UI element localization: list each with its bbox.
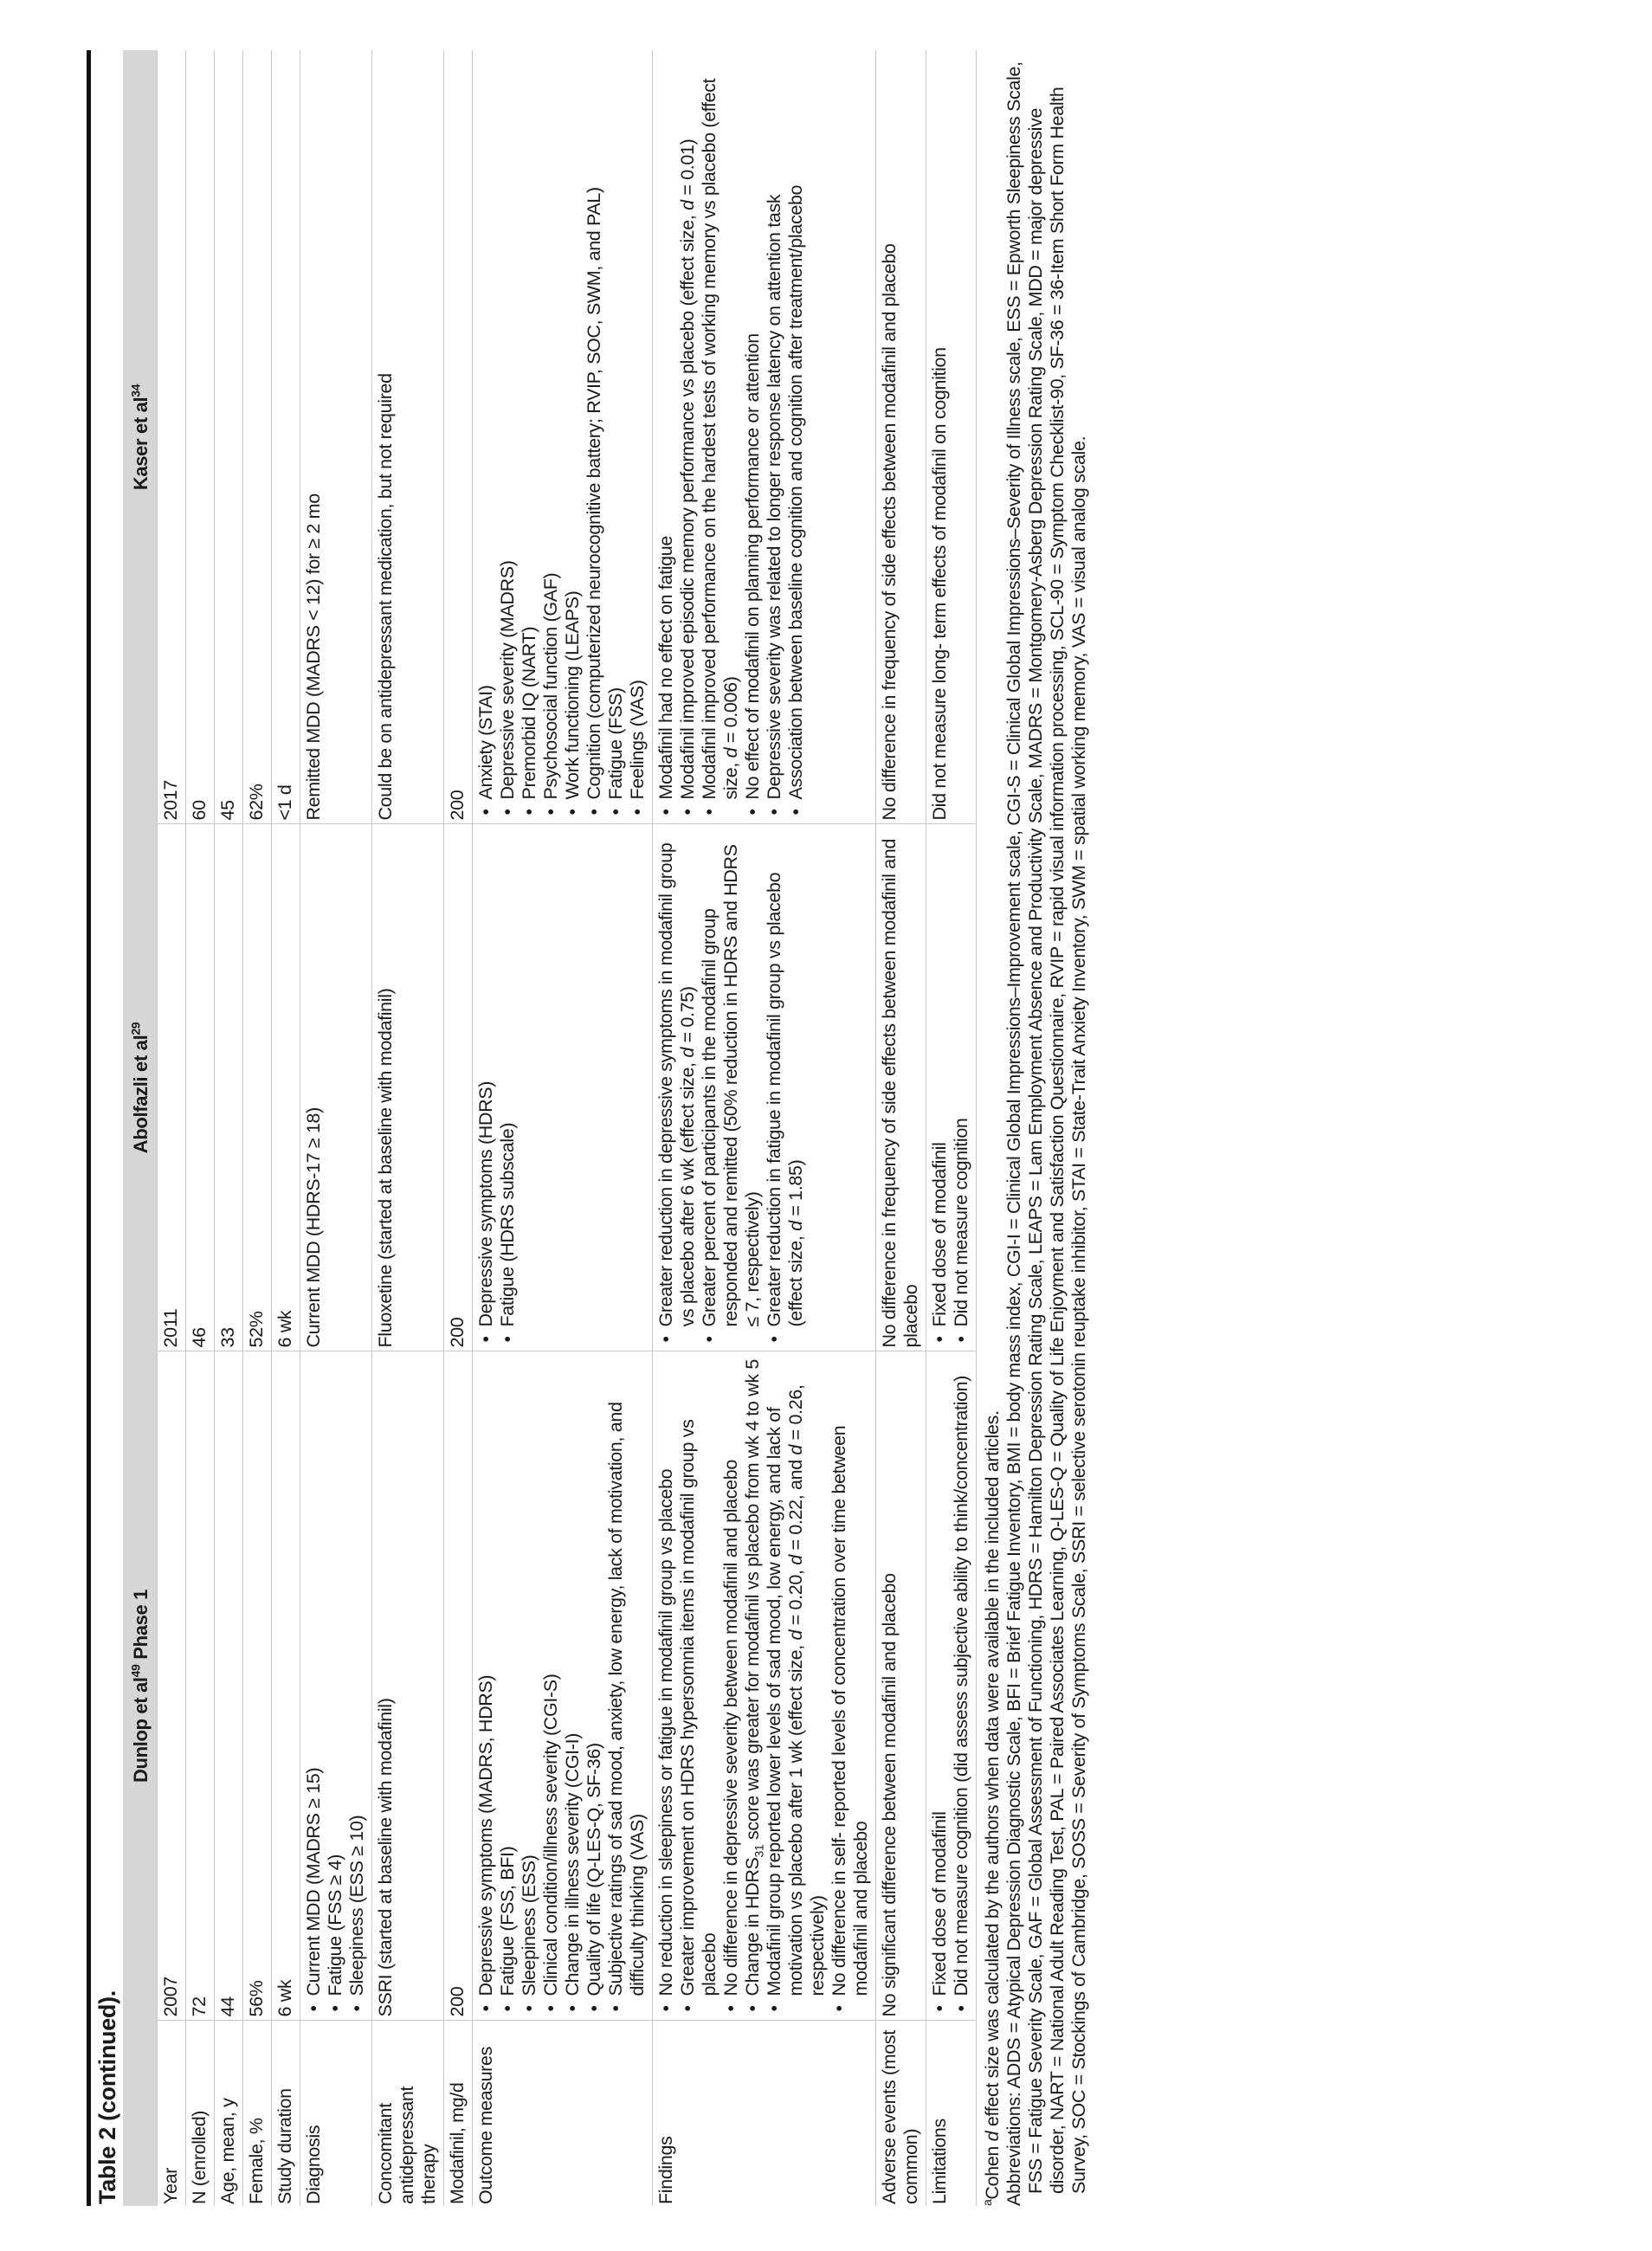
list-item: • Sleepiness (ESS)	[519, 1358, 540, 2017]
header-row	[123, 50, 158, 2206]
table-cell	[473, 1351, 653, 2021]
table-cell: 2007	[158, 1351, 186, 2021]
list-item: • No difference in depressive severity between modafinil and placebo	[720, 1358, 742, 2017]
row-label: Female, %	[243, 2021, 272, 2206]
bullet-list	[475, 830, 519, 1348]
list-item: • Change in $HDRS_{31}$ score was greater for modafinil vs placebo from wk 4 to wk 5	[742, 1358, 764, 2017]
list-item: • Quality of life (Q-LES-Q, SF-36)	[584, 1358, 605, 2017]
row-label: Modafinil, mg/d	[444, 2021, 473, 2206]
table-cell: Remitted MDD (MADRS < 12) for ≥ 2 mo	[300, 50, 372, 824]
list-item: • Association between baseline cognition and cognition after treatment/placebo	[785, 55, 807, 821]
list-item: • Fatigue (FSS)	[605, 55, 627, 821]
table-cell: 2011	[158, 824, 186, 1351]
list-item: • Depressive symptoms (HDRS)	[475, 830, 497, 1348]
table-cell: Fluoxetine (started at baseline with modafinil)	[372, 824, 444, 1351]
table-cell: No significant difference between modafinil and placebo	[876, 1351, 926, 2021]
bullet-list	[655, 55, 807, 821]
table-cell: 72	[186, 1351, 215, 2021]
header-dunlop: Dunlop et $al^{49}$ Phase 1	[123, 1351, 158, 2021]
table-cell	[473, 824, 653, 1351]
bullet-list	[929, 830, 972, 1348]
row-label: Concomitant antidepressant therapy	[372, 2021, 444, 2206]
table-row	[272, 50, 300, 2206]
list-item: • Depressive symptoms (MADRS, HDRS)	[475, 1358, 497, 2017]
table-cell	[653, 824, 876, 1351]
bullet-list	[475, 1358, 649, 2017]
header-kaser: Kaser et $al^{34}$	[123, 50, 158, 824]
list-item: • Subjective ratings of sad mood, anxiety, low energy, lack of motivation, and difficulty thinking (VAS)	[605, 1358, 649, 2017]
list-item: • Clinical condition/illness severity (CGI-S)	[540, 1358, 562, 2017]
table-cell: 200	[444, 1351, 473, 2021]
table-cell: Did not measure long- term effects of modafinil on cognition	[926, 50, 977, 824]
row-label: Year	[158, 2021, 186, 2206]
list-item: • Greater reduction in depressive symptoms in modafinil group vs placebo after 6 wk (effect size, d = 0.75)	[655, 830, 699, 1348]
table-cell	[926, 1351, 977, 2021]
row-label: N (enrolled)	[186, 2021, 215, 2206]
table-cell: 45	[215, 50, 243, 824]
table-cell	[473, 50, 653, 824]
list-item: • Greater improvement on HDRS hypersomnia items in modafinil group vs placebo	[677, 1358, 720, 2017]
table-cell: 6 wk	[272, 824, 300, 1351]
table-cell: Current MDD (HDRS-17 ≥ 18)	[300, 824, 372, 1351]
table-row	[876, 50, 926, 2206]
table-row	[243, 50, 272, 2206]
row-label: Adverse events (most common)	[876, 2021, 926, 2206]
list-item: • Feelings (VAS)	[627, 55, 649, 821]
table-row	[372, 50, 444, 2206]
table-cell: 6 wk	[272, 1351, 300, 2021]
table-cell: SSRI (started at baseline with modafinil)	[372, 1351, 444, 2021]
list-item: • Sleepiness (ESS ≥ 10)	[346, 1358, 368, 2017]
list-item: • Premorbid IQ (NART)	[519, 55, 540, 821]
list-item: • Fatigue (FSS, BFI)	[497, 1358, 519, 2017]
header-blank	[123, 2021, 158, 2206]
table-cell: No difference in frequency of side effects between modafinil and placebo	[876, 50, 926, 824]
list-item: • No reduction in sleepiness or fatigue in modafinil group vs placebo	[655, 1358, 677, 2017]
table-cell: 52%	[243, 824, 272, 1351]
footnote-a: $^a$Cohen d effect size was calculated by the authors when data were available in the included articles.	[979, 1410, 1003, 2206]
list-item: • Greater reduction in fatigue in modafinil group vs placebo (effect size, d = 1.85)	[764, 830, 807, 1348]
table-title: Table 2 (continued).	[94, 1990, 120, 2204]
table-cell	[300, 1351, 372, 2021]
list-item: • Cognition (computerized neurocognitive battery; RVIP, SOC, SWM, and PAL)	[584, 55, 605, 821]
list-item: • Modafinil group reported lower levels of sad mood, low energy, and lack of motivation vs placebo after 1 wk (effect size, d = 0.20, d = 0.22, and d = 0.26, respectively)	[764, 1358, 829, 2017]
table-row	[300, 50, 372, 2206]
header-abolfazli: Abolfazli et $al^{29}$	[123, 824, 158, 1351]
table-cell: 62%	[243, 50, 272, 824]
list-item: • Work functioning (LEAPS)	[562, 55, 584, 821]
list-item: • Fixed dose of modafinil	[929, 1358, 951, 2017]
list-item: • Modafinil improved performance on the hardest tests of working memory vs placebo (effect size, d = 0.006)	[699, 55, 742, 821]
table-row	[186, 50, 215, 2206]
row-label: Diagnosis	[300, 2021, 372, 2206]
list-item: • Current MDD (MADRS ≥ 15)	[303, 1358, 325, 2017]
bullet-list	[655, 830, 807, 1348]
table-row	[653, 50, 876, 2206]
bullet-list	[655, 1358, 872, 2017]
table-cell: <1 d	[272, 50, 300, 824]
footnote-abbreviations: Abbreviations: ADDS = Atypical Depression Diagnostic Scale, BFI = Brief Fatigue Inventory, BMI = body mass index, CGI-I = Clinical Global Impressions–Improvement scale, CGI-S = Clinical Global Impressions–Severity of Illness scale, ESS = Epworth Sleepiness Scale, FSS = Fatigue Severity Scale, GAF = Global Assessment of Functioning, HDRS = Hamilton Depression Rating Scale, LEAPS = Lam Employment Absence and Productivity Scale, MADRS = Montgomery-Asberg Depression Rating Scale, MDD = major depressive disorder, NART = National Adult Reading Test, PAL = Paired Associates Learning, Q-LES-Q = Quality of Life Enjoyment and Satisfaction Questionnaire, RVIP = rapid visual information processing, SCL-90 = Symptom Checklist-90, SF-36 = 36-Item Short Form Health Survey, SOC = Stockings of Cambridge, SOSS = Severity of Symptoms Scale, SSRI = selective serotonin reuptake inhibitor, STAI = State-Trait Anxiety Inventory, SWM = spatial working memory, VAS = visual analog scale.	[1003, 61, 1089, 2206]
table-row	[473, 50, 653, 2206]
list-item: • Fatigue (HDRS subscale)	[497, 830, 519, 1348]
row-label: Age, mean, y	[215, 2021, 243, 2206]
table-body	[158, 50, 977, 2206]
list-item: • Modafinil had no effect on fatigue	[655, 55, 677, 821]
list-item: • No difference in self- reported levels of concentration over time between modafinil and placebo	[829, 1358, 872, 2017]
list-item: • Depressive severity was related to longer response latency on attention task	[764, 55, 785, 821]
table-row	[158, 50, 186, 2206]
row-label: Outcome measures	[473, 2021, 653, 2206]
table-container	[87, 50, 1090, 2206]
list-item: • Greater percent of participants in the modafinil group responded and remitted (50% reduction in HDRS and HDRS ≤ 7, respectively)	[699, 830, 764, 1348]
bullet-list	[475, 55, 649, 821]
bullet-list	[929, 1358, 972, 2017]
bullet-list	[303, 1358, 368, 2017]
study-table	[123, 50, 977, 2206]
table-cell: 46	[186, 824, 215, 1351]
list-item: • Did not measure cognition	[951, 830, 972, 1348]
table-cell: 60	[186, 50, 215, 824]
list-item: • No effect of modafinil on planning performance or attention	[742, 55, 764, 821]
table-cell	[653, 1351, 876, 2021]
table-cell	[653, 50, 876, 824]
list-item: • Depressive severity (MADRS)	[497, 55, 519, 821]
list-item: • Anxiety (STAI)	[475, 55, 497, 821]
list-item: • Psychosocial function (GAF)	[540, 55, 562, 821]
list-item: • Modafinil improved episodic memory performance vs placebo (effect size, d = 0.01)	[677, 55, 699, 821]
table-row	[215, 50, 243, 2206]
table-row	[926, 50, 977, 2206]
table-cell: 56%	[243, 1351, 272, 2021]
table-cell: 2017	[158, 50, 186, 824]
table-cell: 200	[444, 50, 473, 824]
table-cell: Could be on antidepressant medication, but not required	[372, 50, 444, 824]
list-item: • Fatigue (FSS ≥ 4)	[325, 1358, 346, 2017]
table-cell: No difference in frequency of side effects between modafinil and placebo	[876, 824, 926, 1351]
table-row	[444, 50, 473, 2206]
row-label: Limitations	[926, 2021, 977, 2206]
list-item: • Change in illness severity (CGI-I)	[562, 1358, 584, 2017]
table-cell: 44	[215, 1351, 243, 2021]
row-label: Study duration	[272, 2021, 300, 2206]
row-label: Findings	[653, 2021, 876, 2206]
list-item: • Did not measure cognition (did assess subjective ability to think/concentration)	[951, 1358, 972, 2017]
table-cell: 33	[215, 824, 243, 1351]
footnotes	[979, 50, 1090, 2206]
table-cell: 200	[444, 824, 473, 1351]
list-item: • Fixed dose of modafinil	[929, 830, 951, 1348]
table-cell	[926, 824, 977, 1351]
